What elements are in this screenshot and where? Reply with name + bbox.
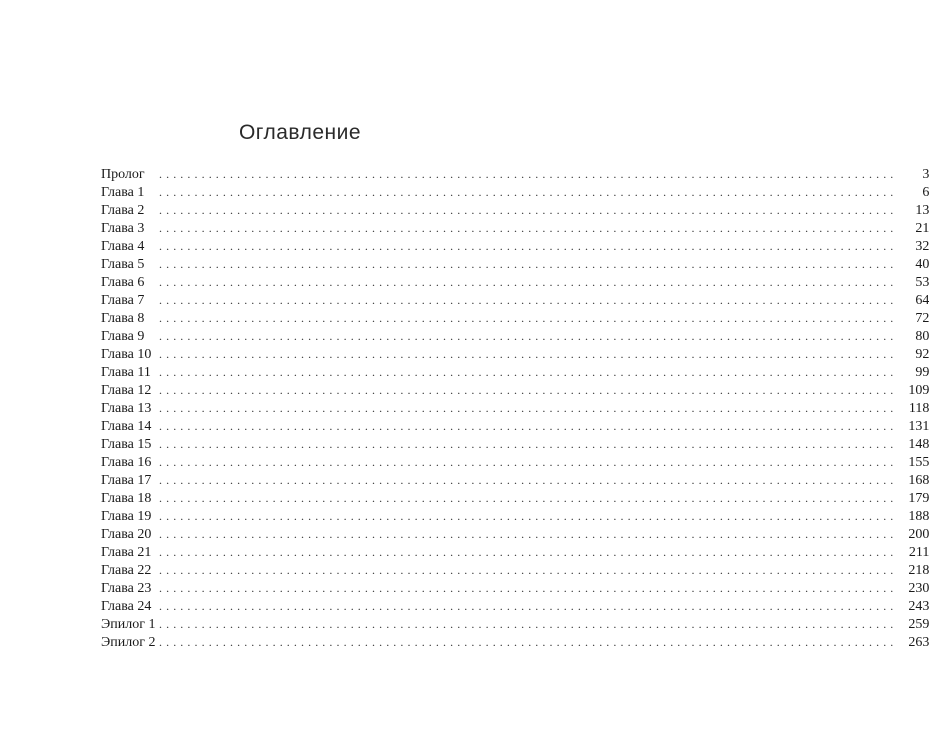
toc-entry-label: Глава 2 — [101, 203, 145, 218]
toc-entry — [101, 417, 929, 435]
toc-dot-leader: ........................................................................................................ — [159, 293, 898, 307]
toc-entry — [101, 237, 929, 255]
toc-entry — [101, 327, 929, 345]
toc-entry — [101, 453, 929, 471]
toc-entry-label: Глава 17 — [101, 473, 152, 488]
toc-entry-page-number: 40 — [915, 257, 929, 272]
toc-entry-page-number: 6 — [922, 185, 929, 200]
toc-dot-leader: ........................................................................................................ — [159, 581, 898, 595]
toc-entry-label: Глава 7 — [101, 293, 145, 308]
toc-entry-page-number: 188 — [908, 509, 929, 524]
toc-entry-label: Глава 24 — [101, 599, 152, 614]
toc-entry-label: Эпилог 1 — [101, 617, 156, 632]
toc-entry-label: Глава 14 — [101, 419, 152, 434]
toc-entry-page-number: 13 — [915, 203, 929, 218]
toc-dot-leader: ........................................................................................................ — [159, 221, 898, 235]
toc-entry-page-number: 109 — [908, 383, 929, 398]
toc-entry — [101, 255, 929, 273]
toc-entry — [101, 399, 929, 417]
toc-dot-leader: ........................................................................................................ — [159, 635, 898, 649]
toc-entry-label: Пролог — [101, 167, 145, 182]
toc-entry-page-number: 211 — [908, 545, 929, 560]
toc-dot-leader: ........................................................................................................ — [159, 311, 898, 325]
toc-dot-leader: ........................................................................................................ — [159, 599, 898, 613]
toc-entry-page-number: 92 — [915, 347, 929, 362]
toc-entry-page-number: 263 — [908, 635, 929, 650]
toc-dot-leader: ........................................................................................................ — [159, 239, 898, 253]
toc-entry — [101, 219, 929, 237]
toc-entry — [101, 489, 929, 507]
toc-entry — [101, 525, 929, 543]
toc-dot-leader: ........................................................................................................ — [159, 491, 898, 505]
toc-entry-label: Глава 6 — [101, 275, 145, 290]
toc-entry-page-number: 64 — [915, 293, 929, 308]
toc-dot-leader: ........................................................................................................ — [159, 509, 898, 523]
toc-entry-page-number: 131 — [908, 419, 929, 434]
toc-entry-label: Глава 11 — [101, 365, 151, 380]
toc-dot-leader: ........................................................................................................ — [159, 419, 898, 433]
toc-entry-page-number: 118 — [908, 401, 929, 416]
toc-dot-leader: ........................................................................................................ — [159, 401, 898, 415]
toc-dot-leader: ........................................................................................................ — [159, 347, 898, 361]
toc-entry — [101, 507, 929, 525]
toc-entry-page-number: 21 — [915, 221, 929, 236]
toc-dot-leader: ........................................................................................................ — [159, 563, 898, 577]
toc-dot-leader: ........................................................................................................ — [159, 383, 898, 397]
toc-entry — [101, 381, 929, 399]
toc-entry-label: Глава 19 — [101, 509, 152, 524]
toc-entry — [101, 561, 929, 579]
toc-entry-label: Глава 18 — [101, 491, 152, 506]
toc-entry — [101, 183, 929, 201]
toc-entry-page-number: 218 — [908, 563, 929, 578]
toc-dot-leader: ........................................................................................................ — [159, 167, 898, 181]
toc-entry-label: Глава 10 — [101, 347, 152, 362]
toc-entry-label: Глава 16 — [101, 455, 152, 470]
toc-entry-label: Глава 3 — [101, 221, 145, 236]
toc-entry — [101, 201, 929, 219]
toc-entry-label: Глава 4 — [101, 239, 145, 254]
toc-dot-leader: ........................................................................................................ — [159, 473, 898, 487]
toc-entry-label: Глава 15 — [101, 437, 152, 452]
toc-entry — [101, 615, 929, 633]
toc-dot-leader: ........................................................................................................ — [159, 527, 898, 541]
toc-entry-label: Глава 13 — [101, 401, 152, 416]
table-of-contents — [101, 165, 929, 651]
toc-entry — [101, 309, 929, 327]
toc-entry — [101, 543, 929, 561]
toc-entry-page-number: 230 — [908, 581, 929, 596]
page-title: Оглавление — [238, 121, 362, 144]
toc-entry — [101, 579, 929, 597]
toc-dot-leader: ........................................................................................................ — [159, 185, 898, 199]
toc-entry-page-number: 155 — [908, 455, 929, 470]
toc-entry — [101, 435, 929, 453]
toc-entry-page-number: 3 — [922, 167, 929, 182]
toc-entry-label: Глава 20 — [101, 527, 152, 542]
toc-entry-page-number: 243 — [908, 599, 929, 614]
toc-entry-page-number: 148 — [908, 437, 929, 452]
toc-dot-leader: ........................................................................................................ — [159, 275, 898, 289]
toc-entry-page-number: 80 — [915, 329, 929, 344]
toc-entry-page-number: 53 — [915, 275, 929, 290]
toc-entry-label: Глава 12 — [101, 383, 152, 398]
toc-entry — [101, 165, 929, 183]
toc-entry-page-number: 200 — [908, 527, 929, 542]
toc-entry — [101, 363, 929, 381]
toc-entry-page-number: 168 — [908, 473, 929, 488]
toc-dot-leader: ........................................................................................................ — [159, 455, 898, 469]
toc-entry — [101, 597, 929, 615]
toc-entry-label: Глава 8 — [101, 311, 145, 326]
toc-dot-leader: ........................................................................................................ — [159, 437, 898, 451]
toc-entry-label: Глава 23 — [101, 581, 152, 596]
toc-entry — [101, 633, 929, 651]
toc-dot-leader: ........................................................................................................ — [159, 617, 898, 631]
toc-entry-label: Глава 9 — [101, 329, 145, 344]
toc-entry-page-number: 179 — [908, 491, 929, 506]
toc-dot-leader: ........................................................................................................ — [159, 329, 898, 343]
toc-entry — [101, 291, 929, 309]
toc-entry-label: Глава 1 — [101, 185, 145, 200]
toc-entry — [101, 273, 929, 291]
toc-dot-leader: ........................................................................................................ — [159, 545, 898, 559]
toc-entry-label: Эпилог 2 — [101, 635, 156, 650]
toc-entry-page-number: 99 — [915, 365, 929, 380]
toc-entry-page-number: 72 — [915, 311, 929, 326]
toc-entry-page-number: 32 — [915, 239, 929, 254]
toc-entry-page-number: 259 — [908, 617, 929, 632]
toc-entry-label: Глава 22 — [101, 563, 152, 578]
toc-dot-leader: ........................................................................................................ — [159, 365, 898, 379]
toc-entry-label: Глава 5 — [101, 257, 145, 272]
toc-entry — [101, 345, 929, 363]
toc-entry — [101, 471, 929, 489]
toc-dot-leader: ........................................................................................................ — [159, 257, 898, 271]
toc-entry-label: Глава 21 — [101, 545, 152, 560]
toc-dot-leader: ........................................................................................................ — [159, 203, 898, 217]
